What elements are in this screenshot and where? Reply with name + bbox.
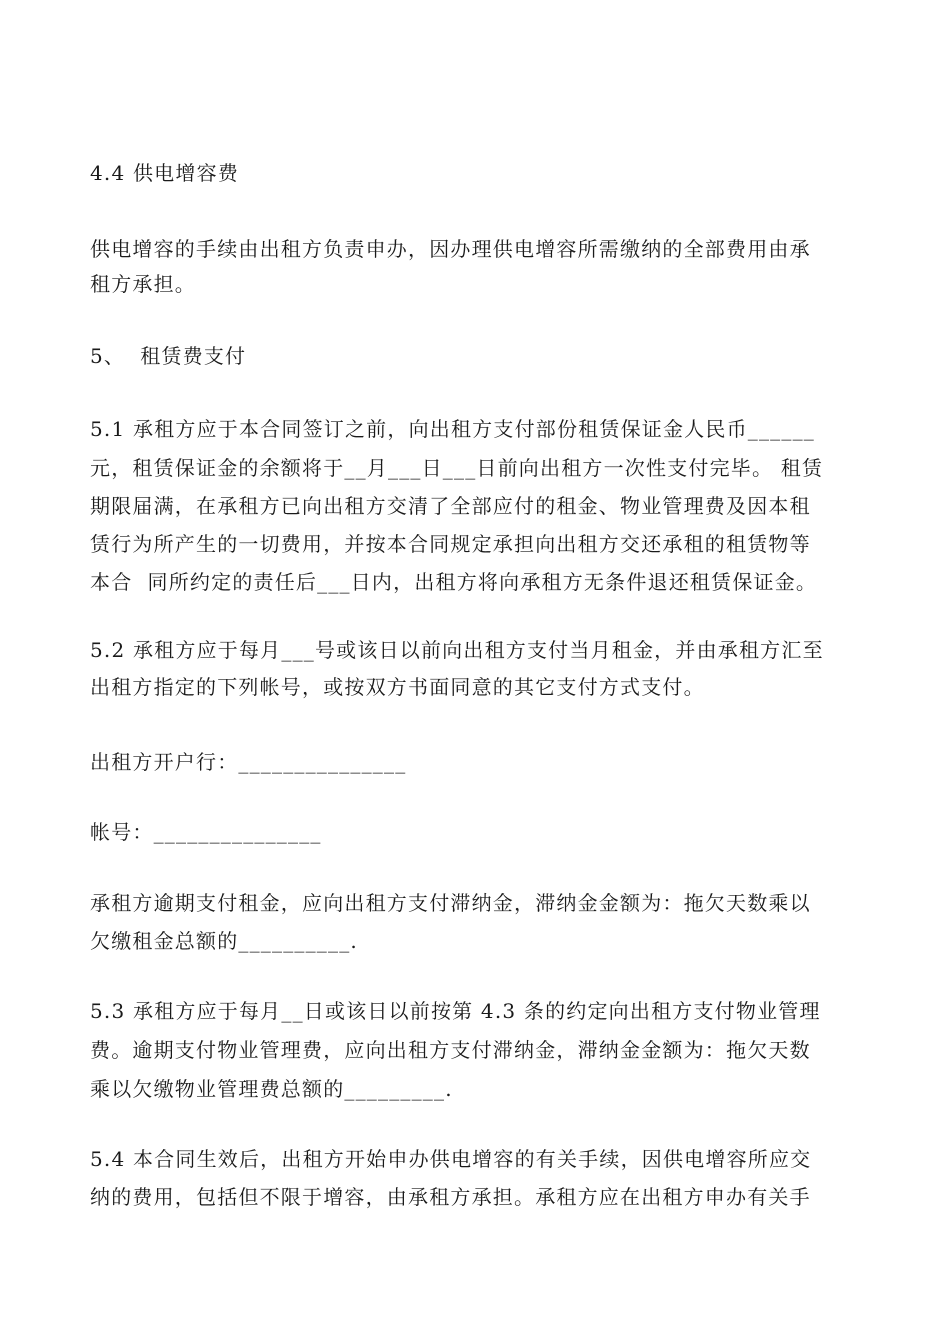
section-heading-5: 5、 租赁费支付 (90, 344, 247, 368)
paragraph-line: 5.2 承租方应于每月___号或该日以前向出租方支付当月租金，并由承租方汇至 (90, 638, 824, 662)
paragraph-line: 供电增容的手续由出租方负责申办，因办理供电增容所需缴纳的全部费用由承 (90, 237, 811, 261)
paragraph-line: 赁行为所产生的一切费用，并按本合同规定承担向出租方交还承租的租赁物等 (90, 532, 811, 556)
bank-field-line: 出租方开户行：_______________ (90, 750, 407, 774)
paragraph-line: 5.4 本合同生效后，出租方开始申办供电增容的有关手续，因供电增容所应交 (90, 1147, 812, 1171)
paragraph-line: 乘以欠缴物业管理费总额的_________. (90, 1077, 453, 1101)
account-field-line: 帐号：_______________ (90, 820, 322, 844)
paragraph-line: 承租方逾期支付租金，应向出租方支付滞纳金，滞纳金金额为：拖欠天数乘以 (90, 891, 811, 915)
paragraph-line: 费。逾期支付物业管理费，应向出租方支付滞纳金，滞纳金金额为：拖欠天数 (90, 1038, 811, 1062)
paragraph-line: 出租方指定的下列帐号，或按双方书面同意的其它支付方式支付。 (90, 675, 705, 699)
paragraph-line: 5.3 承租方应于每月__日或该日以前按第 4.3 条的约定向出租方支付物业管理 (90, 999, 821, 1023)
paragraph-line: 5.1 承租方应于本合同签订之前，向出租方支付部份租赁保证金人民币______ (90, 417, 815, 441)
section-heading-4-4: 4.4 供电增容费 (90, 161, 239, 185)
paragraph-line: 纳的费用，包括但不限于增容，由承租方承担。承租方应在出租方申办有关手 (90, 1185, 811, 1209)
paragraph-line: 期限届满，在承租方已向出租方交清了全部应付的租金、物业管理费及因本租 (90, 494, 811, 518)
paragraph-line: 欠缴租金总额的__________. (90, 929, 358, 953)
paragraph-line: 租方承担。 (90, 272, 196, 296)
paragraph-line: 本合 同所约定的责任后___日内，出租方将向承租方无条件退还租赁保证金。 (90, 570, 818, 594)
paragraph-line: 元，租赁保证金的余额将于__月___日___日前向出租方一次性支付完毕。 租赁 (90, 456, 824, 480)
